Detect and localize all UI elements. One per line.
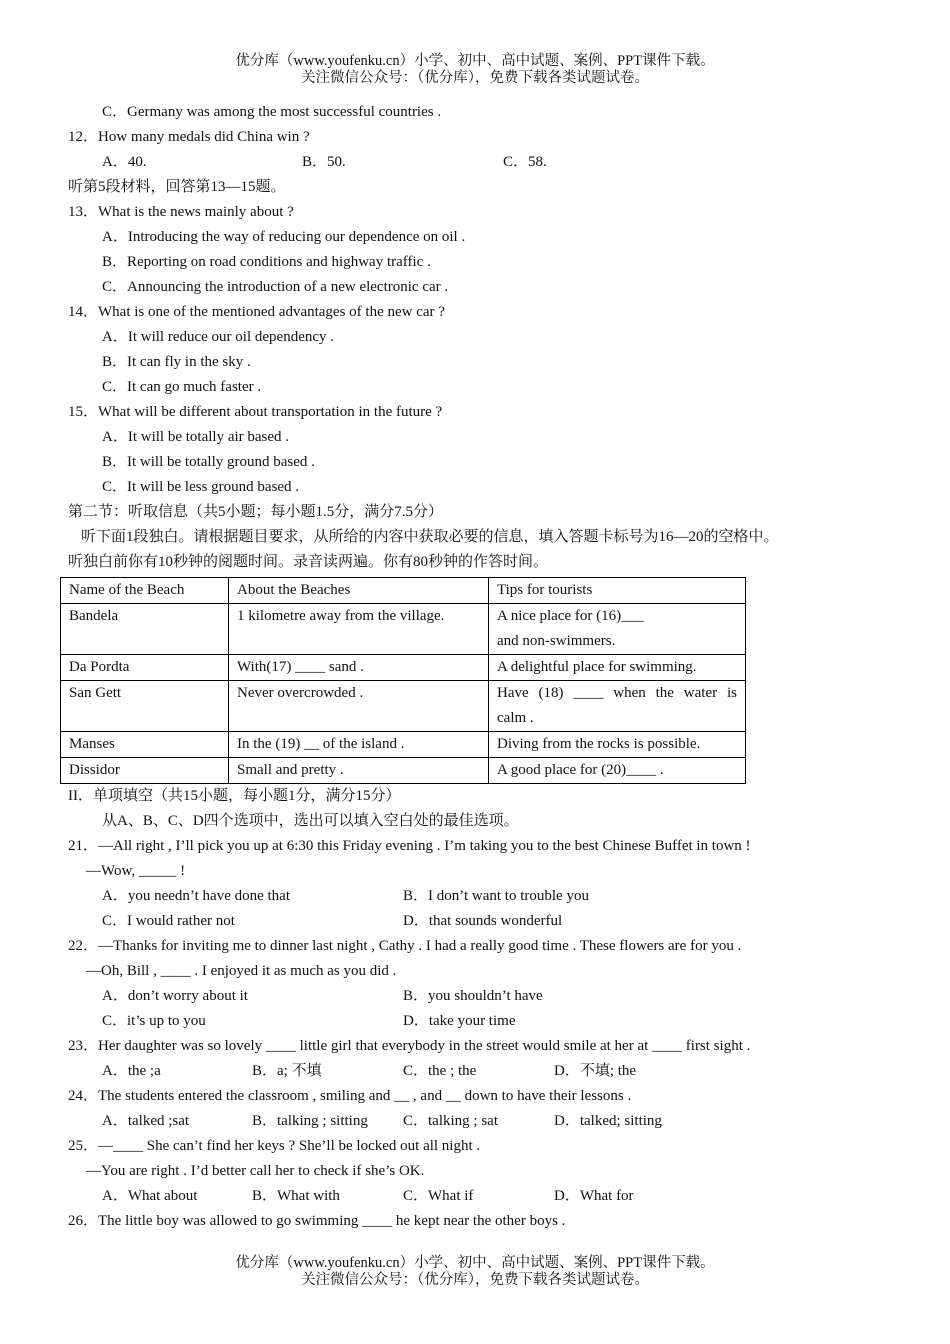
- q26-stem: 26．The little boy was allowed to go swimming ____ he kept near the other boys .: [68, 1213, 566, 1229]
- table-row: [61, 681, 746, 732]
- beach-tip-cell: A good place for (20)____ .: [489, 758, 746, 784]
- q21-options-row-1: [68, 884, 898, 909]
- table-header-cell: Tips for tourists: [489, 578, 746, 604]
- q24-option-c: C．talking ; sat: [403, 1113, 498, 1129]
- table-row: [61, 604, 746, 655]
- q22-option-d: D．take your time: [403, 1013, 516, 1029]
- beach-name-cell: Da Pordta: [61, 655, 229, 681]
- q15-option-a: A．It will be totally air based .: [102, 429, 290, 445]
- q25-option-d: D．What for: [554, 1188, 634, 1204]
- q22-reply: —Oh, Bill , ____ . I enjoyed it as much as you did .: [86, 963, 397, 979]
- table-row: [61, 732, 746, 758]
- beach-about-cell: Never overcrowded .: [229, 681, 489, 732]
- beach-name-cell: San Gett: [61, 681, 229, 732]
- beach-tip-cell: A delightful place for swimming.: [489, 655, 746, 681]
- q25-option-b: B．What with: [252, 1188, 340, 1204]
- q22-options-row-2: [68, 1009, 898, 1034]
- footer-line-2: 关注微信公众号：（优分库），免费下载各类试题试卷。: [301, 1272, 649, 1288]
- q12-option-c: C．58.: [503, 154, 547, 170]
- q21-option-a: A．you needn’t have done that: [102, 888, 291, 904]
- header-line-2: 关注微信公众号：（优分库），免费下载各类试题试卷。: [301, 70, 649, 86]
- part2-instruction: 从A、B、C、D四个选项中，选出可以填入空白处的最佳选项。: [102, 813, 519, 829]
- footer-line-1: 优分库（www.youfenku.cn）小学、初中、高中试题、案例、PPT课件下载。: [235, 1255, 715, 1271]
- q23-option-a: A．the ;a: [102, 1063, 161, 1079]
- q23-stem: 23．Her daughter was so lovely ____ little girl that everybody in the street would smile at her at ____ first sight .: [68, 1038, 751, 1054]
- q12-option-b: B．50.: [302, 154, 346, 170]
- q24-option-a: A．talked ;sat: [102, 1113, 190, 1129]
- q22-option-c: C．it’s up to you: [102, 1013, 206, 1029]
- q15-stem: 15．What will be different about transportation in the future ?: [68, 404, 443, 420]
- q25-reply: —You are right . I’d better call her to check if she’s OK.: [86, 1163, 425, 1179]
- beach-name-cell: Dissidor: [61, 758, 229, 784]
- q24-option-d: D．talked; sitting: [554, 1113, 662, 1129]
- beach-tip-cell: Diving from the rocks is possible.: [489, 732, 746, 758]
- beach-tip-cell: [489, 604, 746, 655]
- q11-option-c: C．Germany was among the most successful countries .: [102, 104, 442, 120]
- beach-about-cell: With(17) ____ sand .: [229, 655, 489, 681]
- q12-options: [68, 150, 898, 175]
- q25-options: [68, 1184, 898, 1209]
- q25-option-a: A．What about: [102, 1188, 198, 1204]
- table-row: [61, 655, 746, 681]
- section2-instruction-1: 听下面1段独白。请根据题目要求，从所给的内容中获取必要的信息，填入答题卡标号为16—20的空格中。: [81, 529, 779, 545]
- beach-about-cell: 1 kilometre away from the village.: [229, 604, 489, 655]
- q14-option-c: C．It can go much faster .: [102, 379, 262, 395]
- q14-stem: 14．What is one of the mentioned advantages of the new car ?: [68, 304, 445, 320]
- q22-option-b: B．you shouldn’t have: [403, 988, 543, 1004]
- exam-content: [68, 100, 898, 1234]
- q25-option-c: C．What if: [403, 1188, 474, 1204]
- beach-name-cell: Bandela: [61, 604, 229, 655]
- q24-option-b: B．talking ; sitting: [252, 1113, 368, 1129]
- q15-option-b: B．It will be totally ground based .: [102, 454, 315, 470]
- q21-options-row-2: [68, 909, 898, 934]
- beach-about-cell: Small and pretty .: [229, 758, 489, 784]
- table-header-cell: About the Beaches: [229, 578, 489, 604]
- page-footer: [0, 1255, 950, 1289]
- q24-stem: 24．The students entered the classroom , smiling and __ , and __ down to have their lessons .: [68, 1088, 632, 1104]
- q13-option-c: C．Announcing the introduction of a new electronic car .: [102, 279, 449, 295]
- q13-stem: 13．What is the news mainly about ?: [68, 204, 294, 220]
- beach-info-table: [60, 577, 746, 784]
- q23-option-c: C．the ; the: [403, 1063, 477, 1079]
- q23-option-b: B．a; 不填: [252, 1063, 322, 1079]
- q22-stem: 22．—Thanks for inviting me to dinner last night , Cathy . I had a really good time . These flowers are for you .: [68, 938, 742, 954]
- part5-instruction: 听第5段材料，回答第13—15题。: [68, 179, 286, 195]
- q21-option-d: D．that sounds wonderful: [403, 913, 563, 929]
- tip-line-2: and non-swimmers.: [497, 633, 616, 649]
- beach-name-cell: Manses: [61, 732, 229, 758]
- q21-option-c: C．I would rather not: [102, 913, 235, 929]
- q13-option-b: B．Reporting on road conditions and highway traffic .: [102, 254, 431, 270]
- q12-option-a: A．40.: [102, 154, 147, 170]
- q23-option-d: D．不填; the: [554, 1063, 637, 1079]
- beach-about-cell: In the (19) __ of the island .: [229, 732, 489, 758]
- part2-title: II．单项填空（共15小题，每小题1分，满分15分）: [68, 788, 401, 804]
- header-line-1: 优分库（www.youfenku.cn）小学、初中、高中试题、案例、PPT课件下载。: [235, 53, 715, 69]
- table-header-cell: Name of the Beach: [61, 578, 229, 604]
- section2-title: 第二节：听取信息（共5小题；每小题1.5分，满分7.5分）: [68, 504, 444, 520]
- table-header-row: [61, 578, 746, 604]
- q22-options-row-1: [68, 984, 898, 1009]
- section2-instruction-2: 听独白前你有10秒钟的阅题时间。录音读两遍。你有80秒钟的作答时间。: [68, 554, 549, 570]
- tip-line-1: Have (18) ____ when the water is: [497, 685, 737, 701]
- q12-stem: 12．How many medals did China win ?: [68, 129, 310, 145]
- q21-option-b: B．I don’t want to trouble you: [403, 888, 589, 904]
- q23-options: [68, 1059, 898, 1084]
- beach-tip-cell: [489, 681, 746, 732]
- q15-option-c: C．It will be less ground based .: [102, 479, 300, 495]
- q21-stem: 21．—All right , I’ll pick you up at 6:30 this Friday evening . I’m taking you to the best Chinese Buffet in town !: [68, 838, 751, 854]
- q14-option-b: B．It can fly in the sky .: [102, 354, 251, 370]
- q13-option-a: A．Introducing the way of reducing our dependence on oil .: [102, 229, 466, 245]
- tip-line-2: calm .: [497, 710, 534, 726]
- q14-option-a: A．It will reduce our oil dependency .: [102, 329, 335, 345]
- q21-reply: —Wow, _____ !: [86, 863, 186, 879]
- q24-options: [68, 1109, 898, 1134]
- tip-line-1: A nice place for (16)___: [497, 608, 644, 624]
- page-header: [0, 53, 950, 87]
- table-row: [61, 758, 746, 784]
- q22-option-a: A．don’t worry about it: [102, 988, 248, 1004]
- q25-stem: 25．—____ She can’t find her keys ? She’ll be locked out all night .: [68, 1138, 481, 1154]
